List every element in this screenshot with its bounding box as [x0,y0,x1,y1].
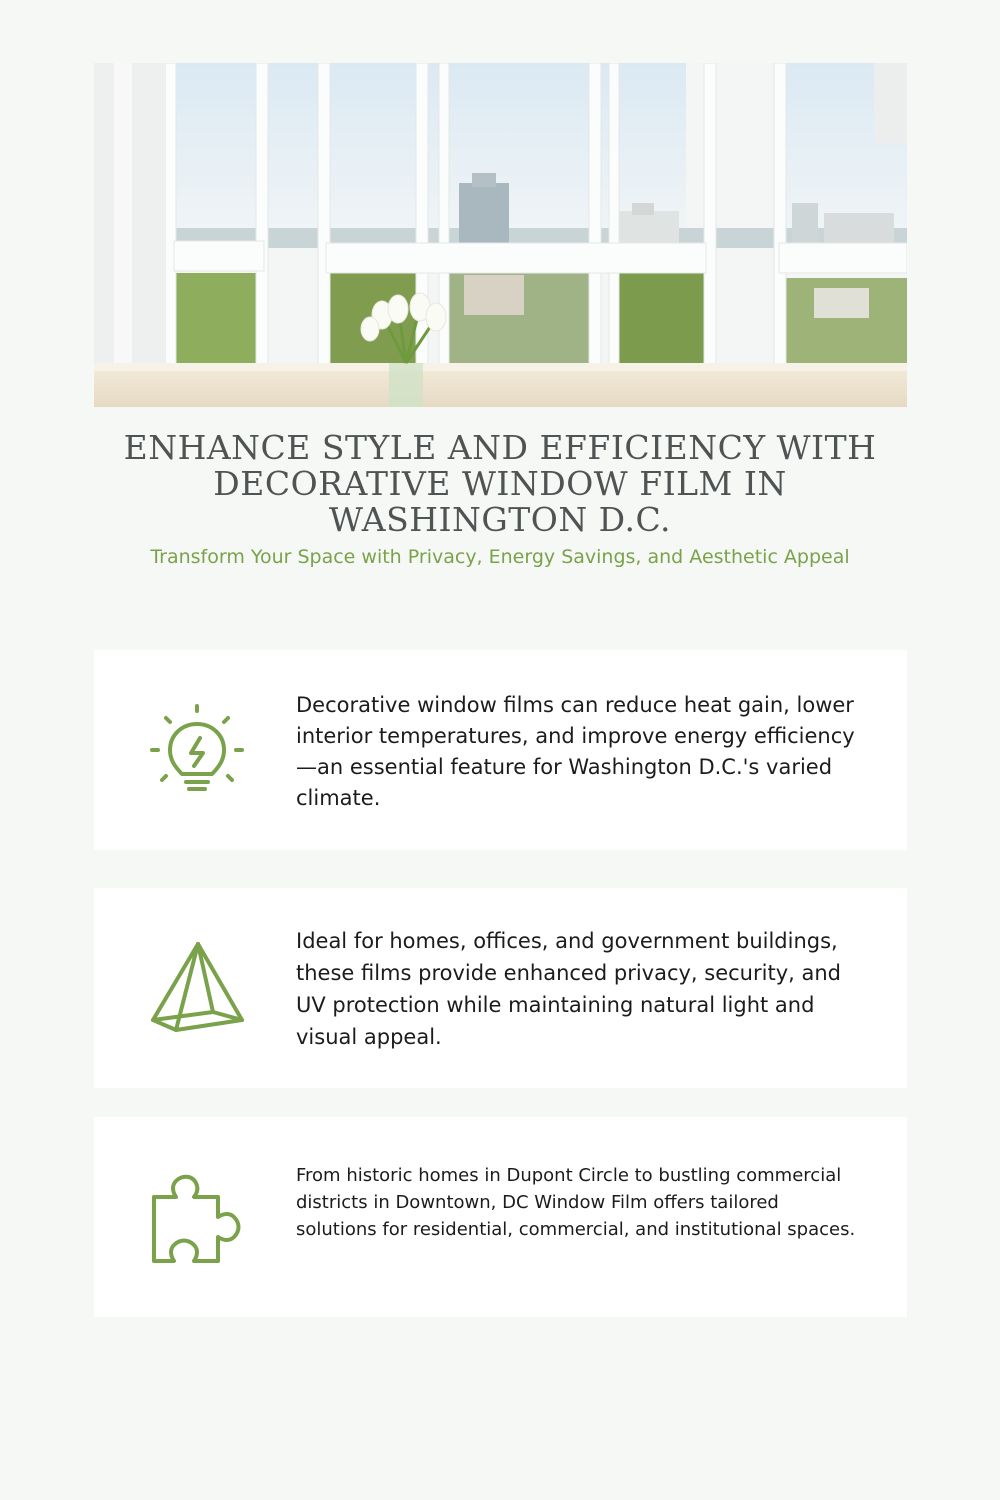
feature-card-solutions [94,1117,907,1317]
feature-card-energy [94,650,907,850]
page-subtitle: Transform Your Space with Privacy, Energy Savings, and Aesthetic Appeal [150,546,850,568]
lightbulb-icon [148,702,248,802]
feature-text-solutions: From historic homes in Dupont Circle to bustling commercial districts in Downtown, DC Window Film offers tailored solutions for residential, commercial, and institutional spaces. [296,1165,856,1240]
hero-image [94,63,907,407]
page-title: ENHANCE STYLE AND EFFICIENCY WITH DECORATIVE WINDOW FILM IN WASHINGTON D.C. [123,428,877,539]
puzzle-piece-icon [148,1169,248,1269]
feature-text-energy: Decorative window films can reduce heat gain, lower interior temperatures, and improve energy efficiency—an essential feature for Washington D.C.'s varied climate. [296,693,855,810]
feature-text-privacy: Ideal for homes, offices, and government buildings, these films provide enhanced privacy, security, and UV protection while maintaining natural light and visual appeal. [296,929,841,1049]
feature-card-privacy [94,888,907,1088]
pyramid-icon [148,940,248,1040]
